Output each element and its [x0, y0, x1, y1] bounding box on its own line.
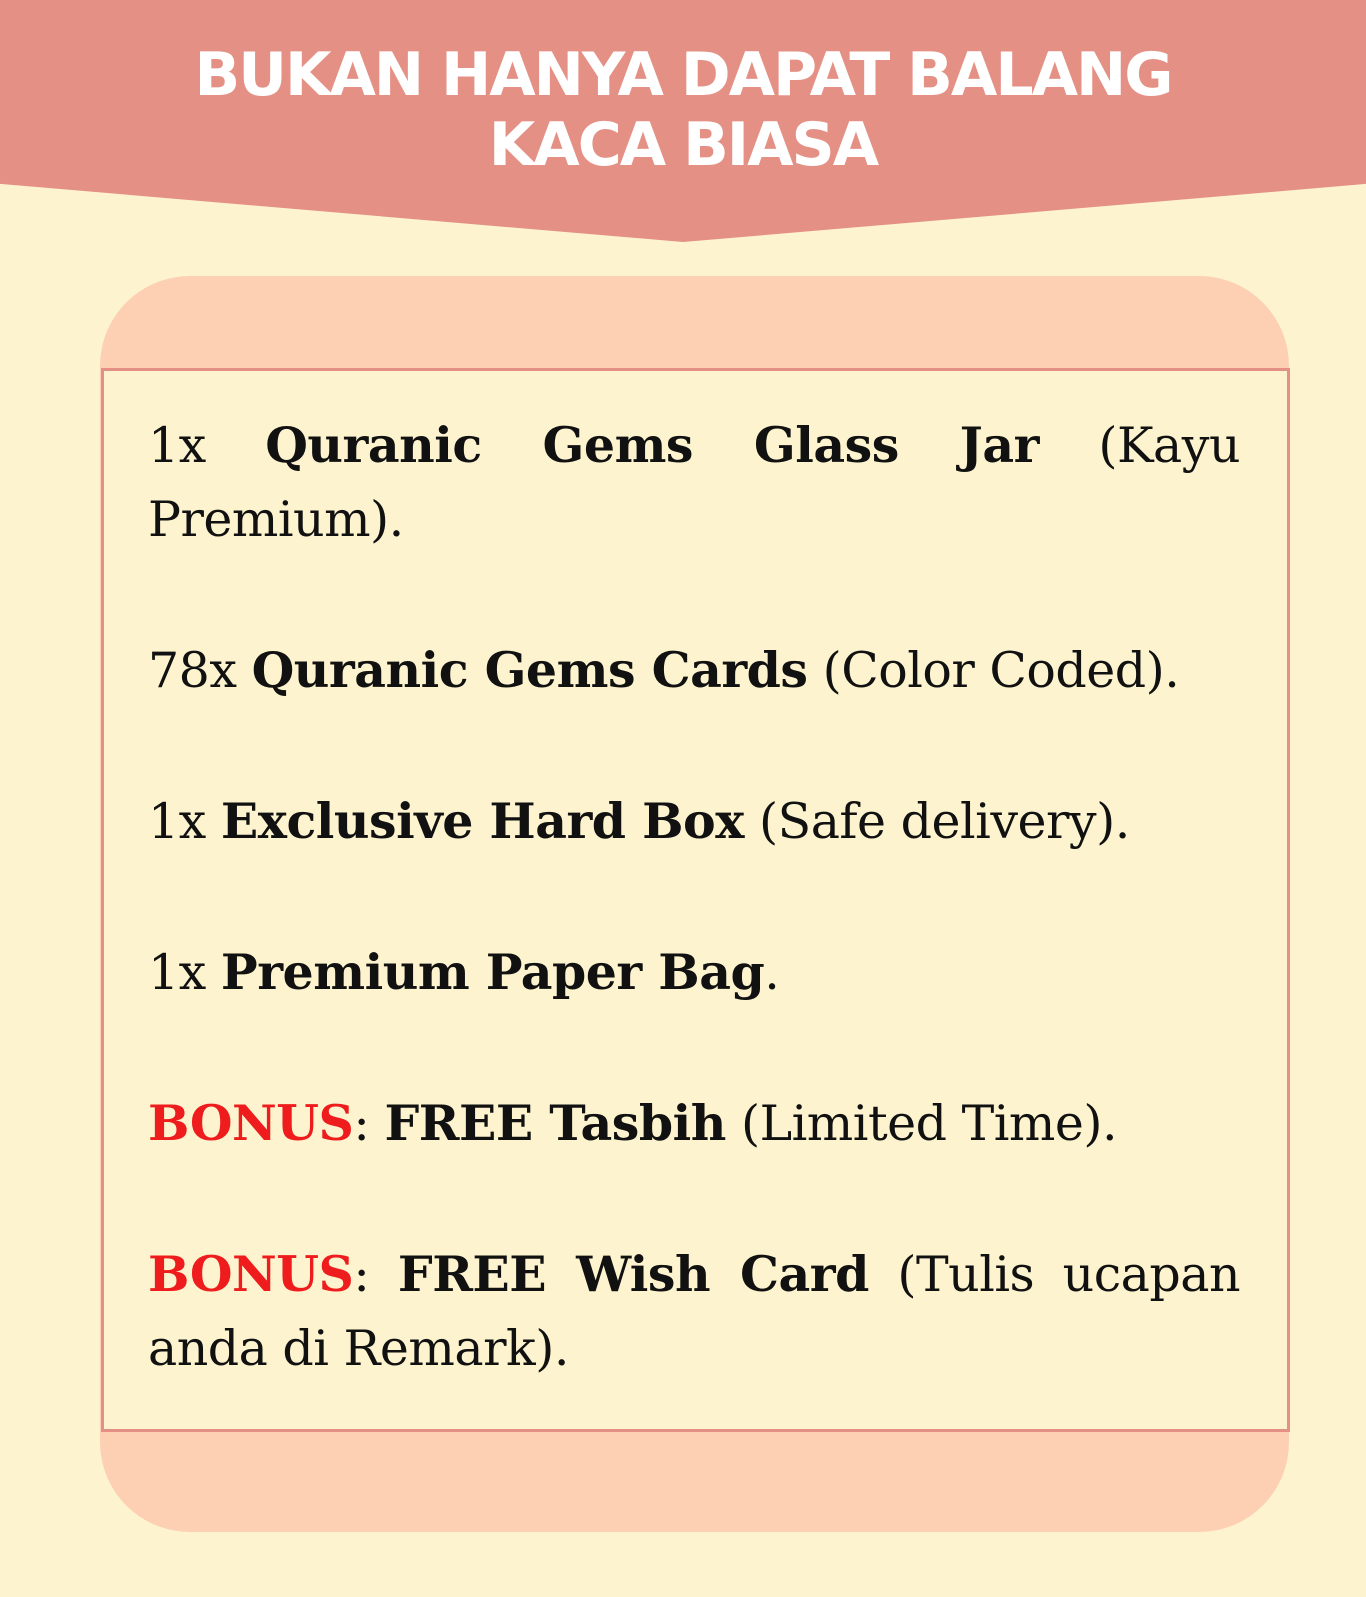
page-title [0, 40, 1366, 180]
bonus-label: BONUS [148, 1245, 354, 1303]
page-title-line-2: KACA BIASA [488, 110, 878, 180]
bonus-label: BONUS [148, 1094, 354, 1152]
bonus-separator: : [353, 1246, 370, 1303]
item-detail: (Color Coded). [822, 642, 1180, 699]
list-item-bonus-wish-card [148, 1237, 1240, 1386]
item-quantity: 1x [148, 793, 206, 850]
item-name: Quranic Gems Cards [251, 641, 808, 699]
item-name: FREE Tasbih [384, 1094, 726, 1152]
list-item-bonus-tasbih [148, 1086, 1240, 1161]
item-detail: (Limited Time). [740, 1095, 1118, 1152]
item-detail: (Tulis ucapan anda di Remark). [148, 1246, 1241, 1377]
list-item-glass-jar [148, 408, 1240, 557]
item-name: Exclusive Hard Box [220, 792, 744, 850]
list-item-hard-box [148, 784, 1240, 859]
bonus-separator: : [353, 1095, 370, 1152]
item-detail: . [764, 944, 780, 1001]
item-detail: (Kayu Premium). [148, 417, 1241, 548]
item-detail: (Safe delivery). [759, 793, 1130, 850]
item-quantity: 1x [148, 417, 206, 474]
list-item-cards [148, 633, 1240, 708]
item-name: Premium Paper Bag [220, 943, 765, 1001]
list-item-paper-bag [148, 935, 1240, 1010]
package-contents-list [148, 408, 1240, 1462]
page-title-line-1: BUKAN HANYA DAPAT BALANG [194, 40, 1172, 110]
item-quantity: 1x [148, 944, 206, 1001]
item-quantity: 78x [148, 642, 237, 699]
item-name: FREE Wish Card [397, 1245, 869, 1303]
item-name: Quranic Gems Glass Jar [265, 416, 1039, 474]
